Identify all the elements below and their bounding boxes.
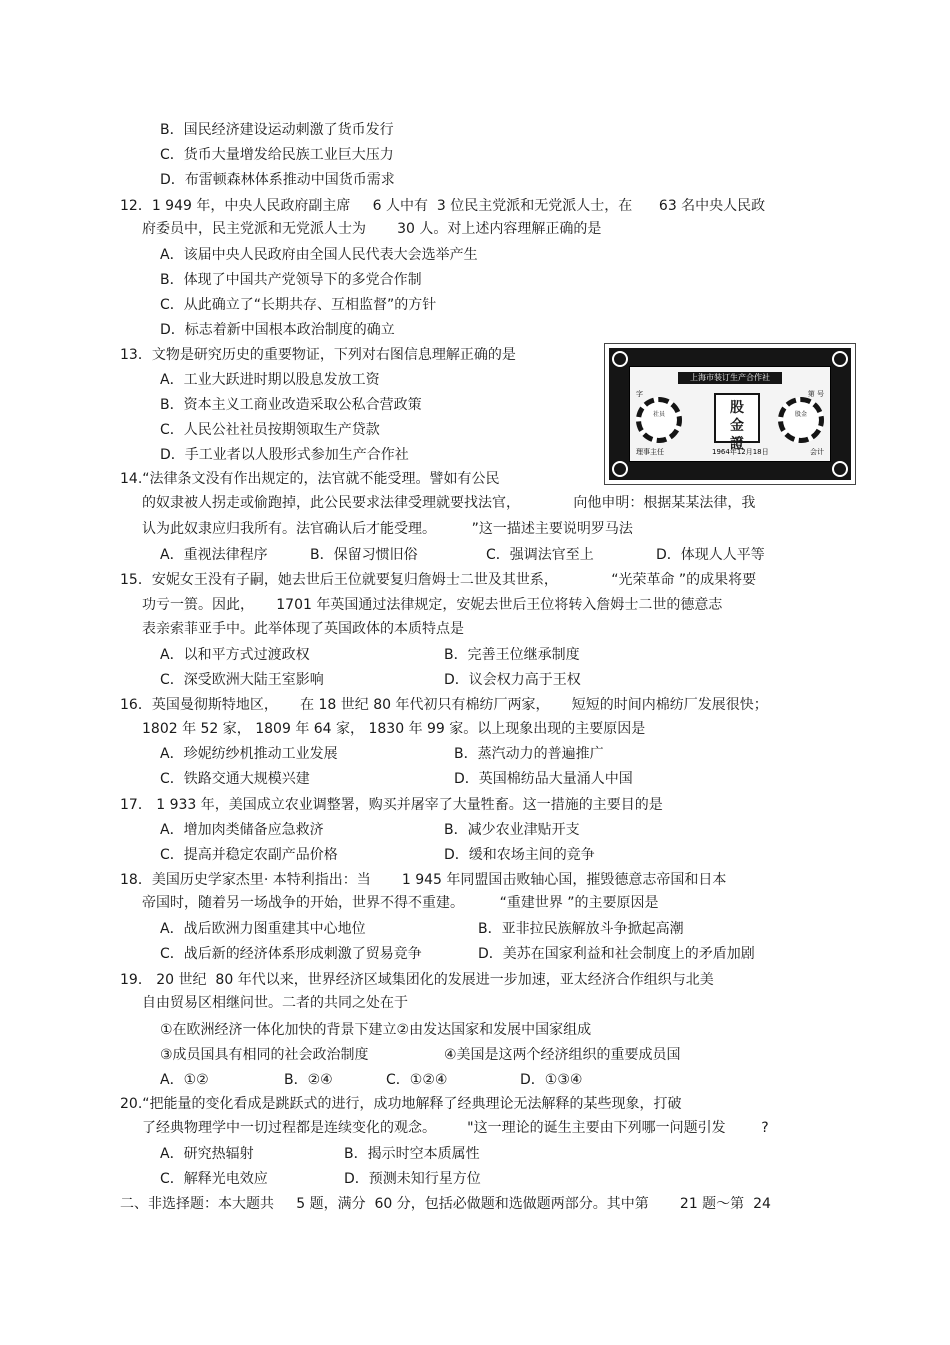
option-20a: A．研究热辐射 xyxy=(160,1146,254,1162)
corner-ornament-icon xyxy=(612,351,628,367)
question-12-line2: 府委员中，民主党派和无党派人士为 30 人。对上述内容理解正确的是 xyxy=(142,221,602,237)
option-12c: C．从此确立了“长期共存、互相监督”的方针 xyxy=(160,297,437,313)
question-14-line3: 认为此奴隶应归我所有。法官确认后才能受理。 ”这一描述主要说明罗马法 xyxy=(142,521,633,537)
option-16c: C．铁路交通大规模兴建 xyxy=(160,771,310,787)
certificate-sign-left: 理事主任 xyxy=(636,448,664,456)
option-12b: B．体现了中国共产党领导下的多党合作制 xyxy=(160,272,422,288)
question-16-line1: 16．英国曼彻斯特地区， 在 18 世纪 80 年代初只有棉纺厂两家， 短短的时间内棉纺厂发展很快； xyxy=(120,697,768,713)
option-13b: B．资本主义工商业改造采取公私合营政策 xyxy=(160,397,422,413)
option-13a: A．工业大跃进时期以股息发放工资 xyxy=(160,372,380,388)
question-19-statements-1-2: ①在欧洲经济一体化加快的背景下建立②由发达国家和发展中国家组成 xyxy=(160,1022,592,1038)
option-12d: D．标志着新中国根本政治制度的确立 xyxy=(160,322,395,338)
corner-ornament-icon xyxy=(832,351,848,367)
option-19b: B．②④ xyxy=(284,1072,333,1088)
certificate-title: 股 金 證 xyxy=(730,400,744,452)
option-19a: A．①② xyxy=(160,1072,209,1088)
question-19-statement-3: ③成员国具有相同的社会政治制度 xyxy=(160,1047,369,1063)
option-19c: C．①②④ xyxy=(386,1072,448,1088)
option-15a: A．以和平方式过渡政权 xyxy=(160,647,310,663)
question-15-line3: 表亲索菲亚手中。此举体现了英国政体的本质特点是 xyxy=(142,621,464,637)
option-17a: A．增加肉类储备应急救济 xyxy=(160,822,324,838)
option-17d: D．缓和农场主间的竞争 xyxy=(444,847,595,863)
question-15-line1: 15．安妮女王没有子嗣，她去世后王位就要复归詹姆士二世及其世系， “光荣革命 ”的成果将要 xyxy=(120,572,757,588)
section-2-heading: 二、非选择题：本大题共 5 题，满分 60 分，包括必做题和选做题两部分。其中第 21 题～第 24 xyxy=(120,1196,771,1212)
option-16a: A．珍妮纺纱机推动工业发展 xyxy=(160,746,338,762)
question-19-line1: 19． 20 世纪 80 年代以来，世界经济区域集团化的发展进一步加速，亚太经济合作组织与北美 xyxy=(120,972,714,988)
option-16b: B．蒸汽动力的普遍推广 xyxy=(454,746,604,762)
option-18b: B．亚非拉民族解放斗争掀起高潮 xyxy=(478,921,684,937)
certificate-frame xyxy=(609,348,851,480)
option-20b: B．揭示时空本质属性 xyxy=(344,1146,480,1162)
question-20-line2: 了经典物理学中一切过程都是连续变化的观念。 "这一理论的诞生主要由下列哪一问题引发 ? xyxy=(142,1120,769,1136)
question-19-statement-4: ④美国是这两个经济组织的重要成员国 xyxy=(444,1047,681,1063)
question-18-line1: 18．美国历史学家杰里· 本特利指出：当 1 945 年同盟国击败轴心国，摧毁德意志帝国和日本 xyxy=(120,872,727,888)
certificate-right-small: 第 号 xyxy=(807,390,824,398)
corner-ornament-icon xyxy=(612,461,628,477)
certificate-date: 1964年12月18日 xyxy=(712,448,769,456)
question-13: 13．文物是研究历史的重要物证，下列对右图信息理解正确的是 xyxy=(120,347,516,363)
question-15-line2: 功亏一篑。因此， 1701 年英国通过法律规定，安妮去世后王位将转入詹姆士二世的德意志 xyxy=(142,597,723,613)
option-18a: A．战后欧洲力图重建其中心地位 xyxy=(160,921,366,937)
option-15d: D．议会权力高于王权 xyxy=(444,672,581,688)
question-18-line2: 帝国时，随着另一场战争的开始，世界不得不重建。 “重建世界 ”的主要原因是 xyxy=(142,895,659,911)
right-seal-text: 股金 xyxy=(794,411,807,418)
option-14c: C．强调法官至上 xyxy=(486,547,594,563)
option-12a: A．该届中央人民政府由全国人民代表大会选举产生 xyxy=(160,247,478,263)
question-17: 17． 1 933 年，美国成立农业调整署，购买并屠宰了大量牲畜。这一措施的主要目的是 xyxy=(120,797,663,813)
option-14b: B．保留习惯旧俗 xyxy=(310,547,418,563)
option-17b: B．减少农业津贴开支 xyxy=(444,822,580,838)
question-12-line1: 12．1 949 年，中央人民政府副主席 6 人中有 3 位民主党派和无党派人士，在 63 名中央人民政 xyxy=(120,198,766,214)
question-14-line1: 14.“法律条文没有作出规定的，法官就不能受理。譬如有公民 xyxy=(120,471,500,487)
option-19d: D．①③④ xyxy=(520,1072,583,1088)
gear-seal-icon xyxy=(636,397,682,443)
option-15c: C．深受欧洲大陆王室影响 xyxy=(160,672,324,688)
option-20c: C．解释光电效应 xyxy=(160,1171,268,1187)
question-16-line2: 1802 年 52 家， 1809 年 64 家， 1830 年 99 家。以上现象出现的主要原因是 xyxy=(142,721,646,737)
certificate-left-small: 字 xyxy=(636,390,643,398)
option-11b: B．国民经济建设运动刺激了货币发行 xyxy=(160,122,394,138)
option-16d: D．英国棉纺品大量涌人中国 xyxy=(454,771,633,787)
certificate-inner-panel xyxy=(629,366,831,462)
certificate-sign-right: 会计 xyxy=(810,448,824,456)
option-15b: B．完善王位继承制度 xyxy=(444,647,580,663)
option-18c: C．战后新的经济体系形成刺激了贸易竞争 xyxy=(160,946,422,962)
option-13d: D．手工业者以人股形式参加生产合作社 xyxy=(160,447,409,463)
option-14a: A．重视法律程序 xyxy=(160,547,268,563)
left-seal-text: 社员 xyxy=(652,411,665,418)
option-13c: C．人民公社社员按期领取生产贷款 xyxy=(160,422,380,438)
certificate-title-box xyxy=(714,393,760,452)
option-17c: C．提高并稳定农副产品价格 xyxy=(160,847,338,863)
question-19-line2: 自由贸易区相继问世。二者的共同之处在于 xyxy=(142,995,408,1011)
question-14-line2: 的奴隶被人拐走或偷跑掉，此公民要求法律受理就要找法官， 向他申明：根据某某法律，我 xyxy=(142,495,756,511)
gear-seal-icon xyxy=(778,397,824,443)
question-20-line1: 20.“把能量的变化看成是跳跃式的进行，成功地解释了经典理论无法解释的某些现象，打破 xyxy=(120,1096,682,1112)
option-11c: C．货币大量增发给民族工业巨大压力 xyxy=(160,147,394,163)
option-11d: D．布雷顿森林体系推动中国货币需求 xyxy=(160,172,395,188)
share-certificate-image xyxy=(604,343,856,485)
certificate-header: 上海市装订生产合作社 xyxy=(678,372,782,384)
corner-ornament-icon xyxy=(832,461,848,477)
option-18d: D．美苏在国家利益和社会制度上的矛盾加剧 xyxy=(478,946,755,962)
option-20d: D．预测未知行星方位 xyxy=(344,1171,481,1187)
option-14d: D．体现人人平等 xyxy=(656,547,765,563)
